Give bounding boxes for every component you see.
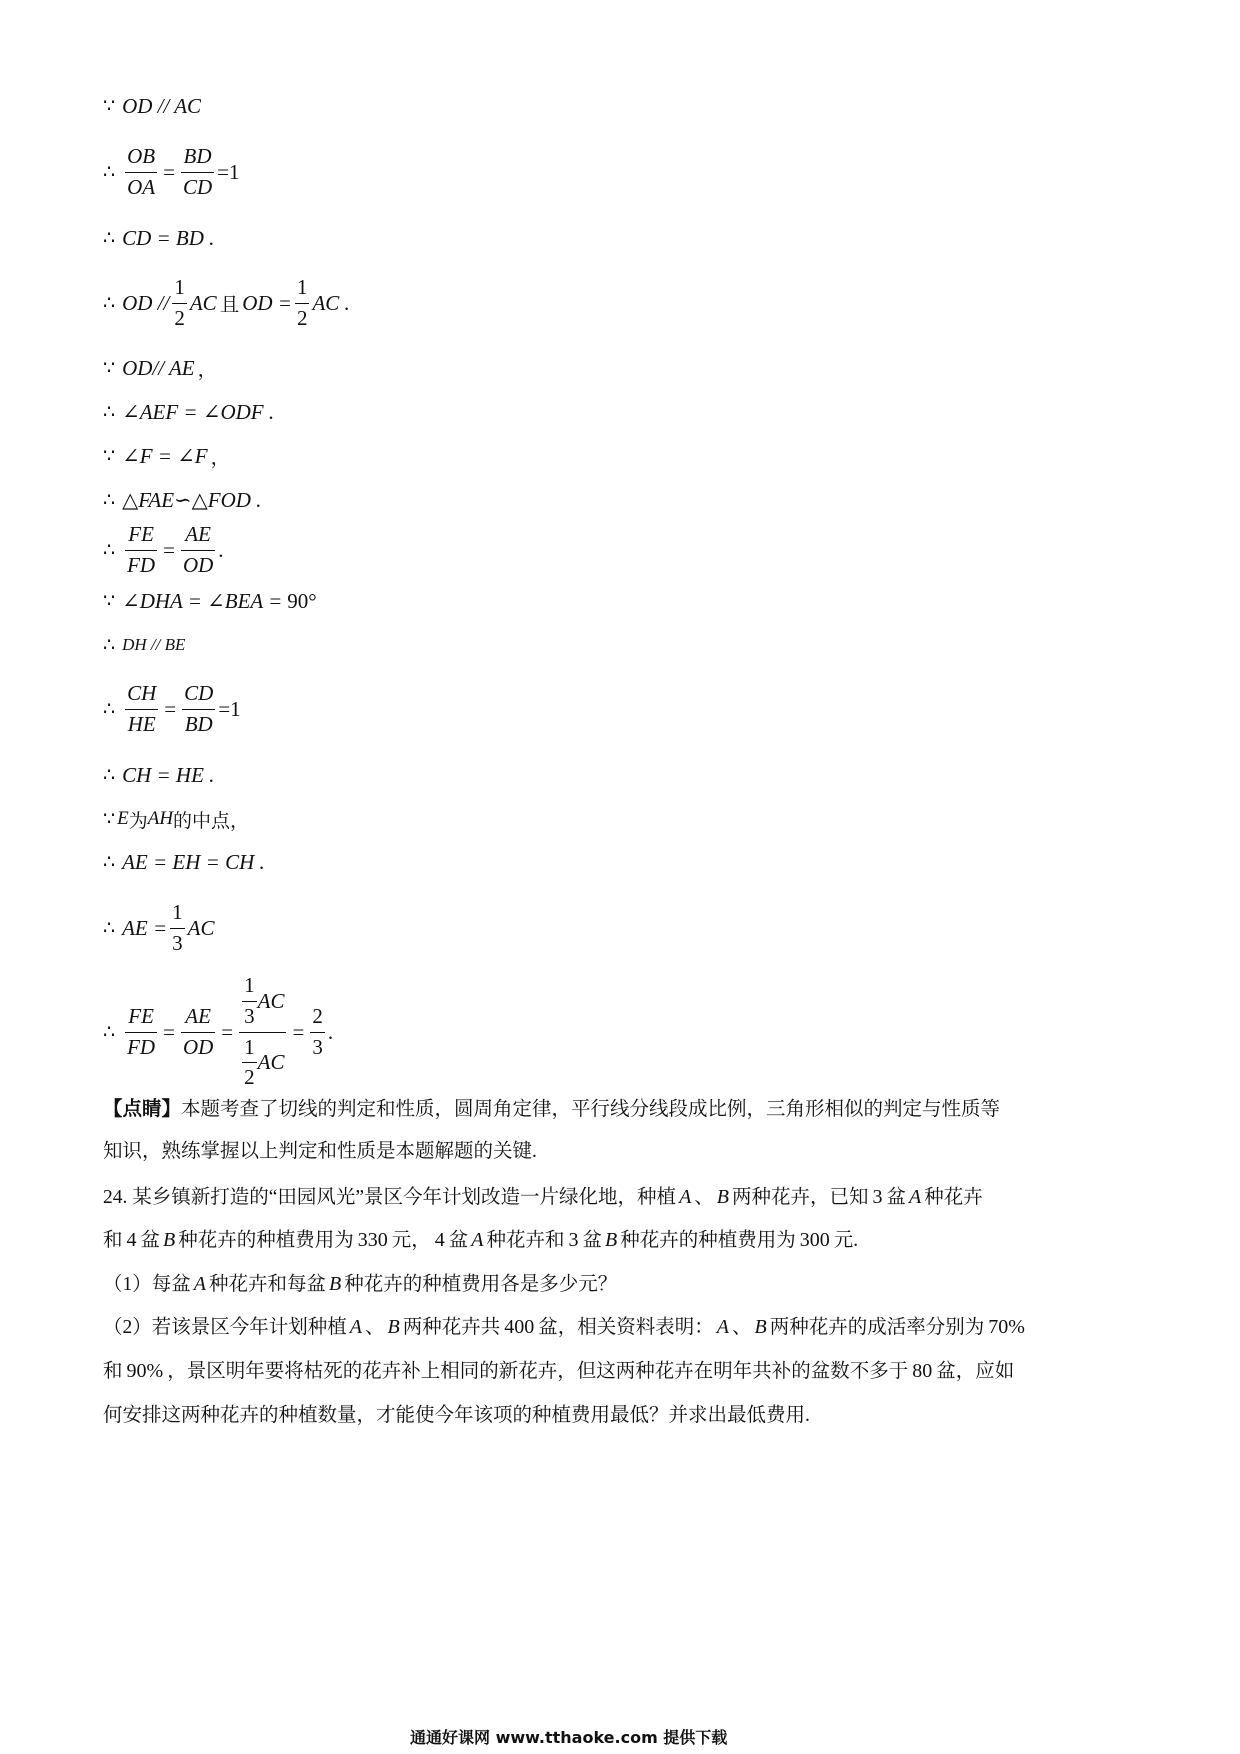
note-label: 【点睛】	[103, 1099, 182, 1120]
question-text: 和	[103, 1361, 123, 1382]
math-expression: ∠AEF = ∠ODF .	[122, 399, 275, 424]
question-text: 盆	[448, 1230, 469, 1251]
question-text: （2）若该景区今年计划种植	[103, 1317, 347, 1338]
number: 330	[357, 1229, 388, 1251]
proof-line-2	[103, 142, 239, 202]
number: 4	[434, 1229, 445, 1251]
question-text: 和	[103, 1230, 123, 1251]
question-line-6	[103, 1401, 810, 1431]
fraction	[295, 276, 310, 330]
math-variable: A	[193, 1273, 206, 1295]
therefore-symbol: ∴	[103, 227, 116, 249]
question-text: （1）每盆	[103, 1274, 191, 1295]
punctuation: ，	[210, 448, 231, 469]
fraction	[170, 901, 185, 955]
question-text: 种花卉和	[486, 1230, 565, 1251]
proof-line-3	[103, 208, 214, 268]
fraction	[242, 1036, 257, 1090]
note-text: 知识，熟练掌握以上判定和性质是本题解题的关键.	[103, 1141, 537, 1162]
fraction-denominator: 3	[172, 930, 183, 955]
fraction-denominator: BD	[184, 711, 213, 736]
fraction-numerator: FE	[125, 1005, 157, 1033]
therefore-symbol: ∴	[103, 917, 116, 939]
math-expression: AC	[189, 290, 217, 315]
fraction	[181, 1005, 215, 1059]
question-line-3	[103, 1269, 617, 1300]
number: 70%	[988, 1316, 1025, 1338]
math-expression: AC	[257, 988, 285, 1013]
number: 80	[912, 1360, 933, 1382]
fraction-denominator: OD	[182, 1034, 214, 1059]
math-expression: OD //	[122, 290, 170, 315]
fraction	[181, 145, 214, 199]
text: 为	[128, 810, 148, 832]
question-line-4	[103, 1312, 1029, 1343]
question-text: 种花卉的种植费用为	[620, 1230, 796, 1251]
question-text: 元，	[391, 1230, 431, 1251]
question-text: 元.	[833, 1230, 859, 1251]
equals-sign: =	[221, 1019, 234, 1044]
fraction	[125, 145, 157, 199]
math-variable: A	[679, 1186, 692, 1208]
number: 90%	[126, 1360, 164, 1382]
question-text: 两种花卉，已知	[732, 1187, 869, 1208]
question-text: 盆，应如	[936, 1361, 1015, 1382]
because-symbol: ∵	[103, 357, 116, 379]
question-line-5	[103, 1356, 1014, 1387]
fraction-numerator: AE	[181, 1005, 215, 1033]
fraction-denominator: FD	[127, 1034, 156, 1059]
fraction-denominator: CD	[182, 174, 213, 199]
because-symbol: ∵	[103, 95, 116, 117]
question-text: 、	[731, 1317, 752, 1338]
math-expression: CH = HE .	[122, 762, 215, 787]
math-expression: CD = BD .	[122, 225, 215, 250]
math-expression: OD // AC	[122, 93, 202, 118]
conjunction-text: 且	[219, 295, 240, 316]
fraction-denominator: HE	[127, 711, 156, 736]
therefore-symbol: ∴	[103, 851, 116, 873]
number: 400	[504, 1316, 535, 1338]
math-variable: A	[349, 1316, 362, 1338]
fraction-denominator: FD	[127, 552, 156, 577]
note-line-2	[103, 1137, 537, 1167]
question-text: 种花卉的种植费用为	[178, 1230, 354, 1251]
math-variable: B	[329, 1273, 342, 1295]
fraction	[125, 523, 157, 577]
fraction-numerator: AE	[181, 523, 215, 551]
fraction-denominator: OD	[182, 552, 214, 577]
result: =1	[218, 696, 241, 721]
fraction	[125, 682, 158, 736]
therefore-symbol: ∴	[103, 161, 116, 183]
therefore-symbol: ∴	[103, 764, 116, 786]
punctuation: ，	[197, 360, 218, 381]
fraction-numerator: OB	[125, 145, 157, 173]
fraction-numerator: 1	[295, 276, 310, 304]
fraction-numerator: 1	[242, 1036, 257, 1064]
proof-line-17	[103, 973, 334, 1090]
math-expression: ∠DHA = ∠BEA =	[122, 588, 283, 613]
math-expression: △FAE∽△FOD .	[122, 487, 262, 512]
question-text: 种花卉和每盆	[208, 1274, 326, 1295]
math-expression: OD// AE	[122, 355, 195, 380]
fraction	[181, 523, 215, 577]
number: 3	[872, 1186, 883, 1208]
math-expression: AC .	[312, 290, 350, 315]
math-variable: B	[605, 1229, 618, 1251]
fraction-numerator: 1	[242, 974, 257, 1002]
fraction-numerator: 1	[172, 276, 187, 304]
question-text: 何安排这两种花卉的种植数量，才能使今年该项的种植费用最低？并求出最低费用.	[103, 1405, 810, 1426]
math-variable: B	[387, 1316, 400, 1338]
question-text: 盆	[582, 1230, 603, 1251]
math-variable: E	[117, 808, 129, 829]
math-variable: B	[716, 1186, 730, 1208]
number: 3	[568, 1229, 579, 1251]
math-expression: OD =	[242, 290, 292, 315]
fraction-numerator: 1	[170, 901, 185, 929]
because-symbol: ∵	[103, 445, 116, 467]
fraction-denominator: 2	[174, 305, 185, 330]
proof-line-4	[103, 273, 350, 333]
angle-value: 90°	[287, 588, 317, 613]
proof-line-1	[103, 76, 201, 136]
equals-sign: =	[164, 696, 177, 721]
equals-sign: =	[163, 159, 175, 184]
compound-fraction-denominator	[239, 1033, 286, 1090]
number: 4	[126, 1229, 137, 1251]
proof-line-16	[103, 898, 215, 958]
result: =1	[217, 159, 240, 184]
fraction-denominator: 2	[296, 305, 308, 330]
period: .	[327, 1019, 334, 1044]
proof-line-15	[103, 832, 265, 892]
question-text: 24. 某乡镇新打造的“田园风光”景区今年计划改造一片绿化地，种植	[103, 1187, 677, 1208]
question-text: 、	[364, 1317, 385, 1338]
therefore-symbol: ∴	[103, 489, 116, 511]
question-text: 两种花卉的成活率分别为	[769, 1317, 985, 1338]
equals-sign: =	[163, 1019, 175, 1044]
question-line-1	[103, 1182, 983, 1213]
period: .	[218, 537, 224, 562]
fraction-numerator: CD	[182, 682, 215, 710]
math-variable: B	[754, 1316, 767, 1338]
math-variable: A	[716, 1316, 729, 1338]
because-symbol: ∵	[103, 590, 116, 612]
equals-sign: =	[292, 1019, 305, 1044]
therefore-symbol: ∴	[103, 292, 116, 314]
question-text: 、	[694, 1187, 714, 1208]
fraction	[125, 1005, 157, 1059]
question-text: 种花卉	[924, 1187, 983, 1208]
because-symbol: ∵	[103, 808, 116, 830]
fraction	[172, 276, 187, 330]
math-expression: ∠F = ∠F	[122, 443, 208, 468]
fraction-numerator: BD	[181, 145, 214, 173]
fraction-denominator: OA	[127, 174, 156, 199]
question-text: 两种花卉共	[402, 1317, 501, 1338]
fraction-denominator: 2	[244, 1065, 255, 1090]
math-expression: AC	[257, 1049, 285, 1074]
fraction-denominator: 3	[312, 1034, 323, 1059]
therefore-symbol: ∴	[103, 698, 116, 720]
fraction	[310, 1005, 325, 1059]
fraction-numerator: 2	[310, 1005, 325, 1033]
page-footer: 通通好课网 www.tthaoke.com 提供下载	[410, 1728, 728, 1747]
text: 的中点，	[173, 810, 250, 832]
compound-fraction-numerator	[239, 974, 286, 1032]
proof-line-11	[103, 615, 185, 675]
fraction	[182, 682, 215, 736]
compound-fraction	[239, 974, 286, 1089]
question-text: 盆，相关资料表明：	[538, 1317, 714, 1338]
math-variable: AH	[147, 808, 174, 829]
therefore-symbol: ∴	[103, 1021, 116, 1043]
math-variable: B	[163, 1229, 176, 1251]
question-line-2	[103, 1225, 858, 1256]
fraction	[242, 974, 257, 1028]
note-text: 本题考查了切线的判定和性质，圆周角定律，平行线分线段成比例，三角形相似的判定与性质等	[181, 1099, 1001, 1120]
fraction-numerator: FE	[125, 523, 157, 551]
note-line-1	[103, 1095, 1000, 1125]
number: 300	[799, 1229, 830, 1251]
therefore-symbol: ∴	[103, 401, 116, 423]
math-expression: AC	[187, 915, 215, 940]
question-text: 盆	[140, 1230, 161, 1251]
therefore-symbol: ∴	[103, 539, 116, 561]
proof-line-12	[103, 679, 241, 739]
question-text: 种花卉的种植费用各是多少元？	[344, 1274, 618, 1295]
question-text: ，景区明年要将枯死的花卉补上相同的新花卉，但这两种花卉在明年共补的盆数不多于	[167, 1361, 909, 1382]
fraction-numerator: CH	[125, 682, 158, 710]
fraction-denominator: 3	[244, 1003, 255, 1028]
math-expression: AE = EH = CH .	[122, 849, 265, 874]
equals-sign: =	[163, 537, 175, 562]
therefore-symbol: ∴	[103, 634, 116, 656]
math-variable: A	[909, 1186, 922, 1208]
math-expression: DH // BE	[122, 635, 186, 654]
math-expression: AE =	[122, 915, 168, 940]
question-text: 盆	[886, 1187, 907, 1208]
math-variable: A	[471, 1229, 484, 1251]
